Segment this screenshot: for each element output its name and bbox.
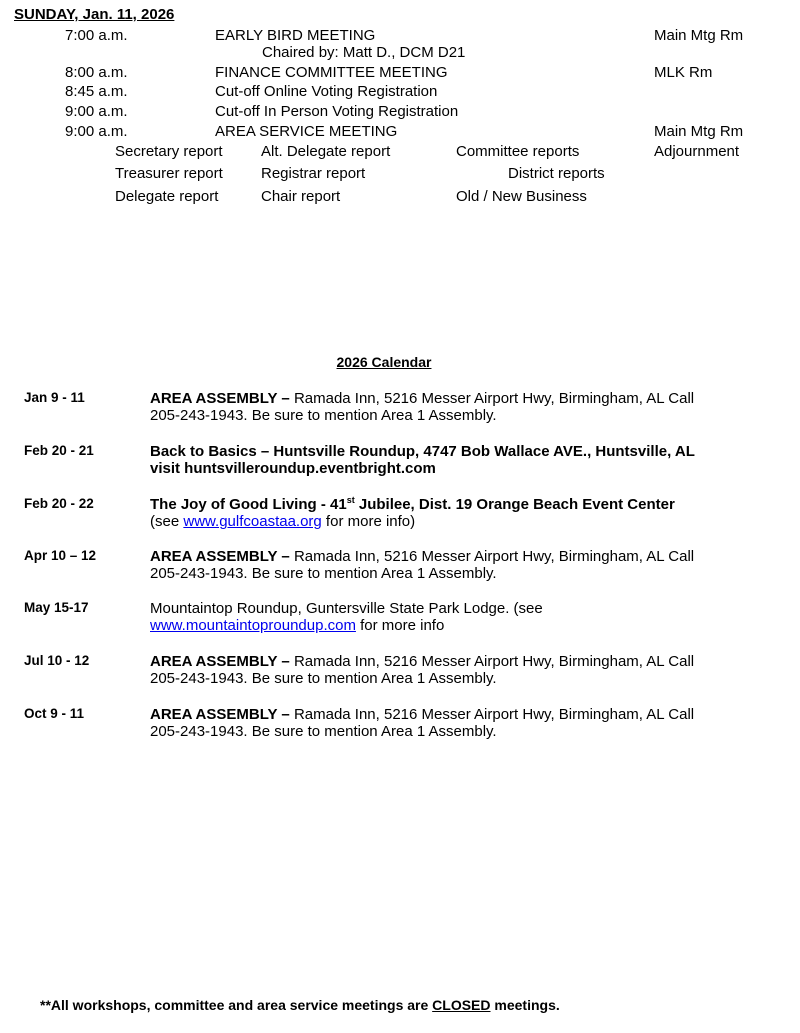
calendar-entry-text-post: for more info xyxy=(355,617,445,634)
calendar-entry-date: Oct 9 - 11 xyxy=(24,706,85,721)
report-item: Committee reports xyxy=(456,143,580,160)
report-item: Registrar report xyxy=(261,165,366,182)
report-row xyxy=(0,143,800,165)
calendar-entry-description xyxy=(150,706,710,740)
schedule-room: MLK Rm xyxy=(654,64,713,81)
report-item: Chair report xyxy=(261,188,341,205)
report-item: Treasurer report xyxy=(115,165,223,182)
calendar-entry-text: Ramada Inn, 5216 Messer Airport Hwy, Birmingham, AL Call 205-243-1943. Be sure to mention Area 1 Assembly. xyxy=(150,653,695,687)
calendar-entry-text: Ramada Inn, 5216 Messer Airport Hwy, Birmingham, AL Call 205-243-1943. Be sure to mention Area 1 Assembly. xyxy=(150,548,695,582)
footer-note-post: meetings. xyxy=(490,997,560,1013)
schedule-event: FINANCE COMMITTEE MEETING xyxy=(215,64,448,81)
report-row xyxy=(0,188,800,210)
schedule-event: AREA SERVICE MEETING xyxy=(215,123,398,140)
calendar-entry-description xyxy=(150,548,710,582)
report-item: Secretary report xyxy=(115,143,223,160)
calendar-entry-text: Back to Basics – Huntsville Roundup, 4747 Bob Wallace AVE., Huntsville, AL visit huntsvilleroundup.eventbright.com xyxy=(150,443,695,477)
report-item: Delegate report xyxy=(115,188,219,205)
footer-note-emphasis: CLOSED xyxy=(432,997,491,1013)
calendar-entry-lead: AREA ASSEMBLY – xyxy=(150,548,294,565)
schedule-time: 7:00 a.m. xyxy=(65,27,128,44)
calendar-entry-date: Feb 20 - 21 xyxy=(24,443,94,458)
report-item: Adjournment xyxy=(654,143,740,160)
calendar-entry-text: Ramada Inn, 5216 Messer Airport Hwy, Birmingham, AL Call 205-243-1943. Be sure to mention Area 1 Assembly. xyxy=(150,390,695,424)
calendar-entry-text: Ramada Inn, 5216 Messer Airport Hwy, Birmingham, AL Call 205-243-1943. Be sure to mention Area 1 Assembly. xyxy=(150,706,695,740)
schedule-row xyxy=(0,103,800,123)
schedule-time: 8:00 a.m. xyxy=(65,64,128,81)
calendar-entry-description xyxy=(150,390,710,424)
calendar-heading-label: 2026 Calendar xyxy=(336,354,432,370)
schedule-event: EARLY BIRD MEETING xyxy=(215,27,376,44)
calendar-entry-lead: AREA ASSEMBLY – xyxy=(150,706,294,723)
calendar-entry-description xyxy=(150,653,710,687)
calendar-entry-date: Jan 9 - 11 xyxy=(24,390,85,405)
schedule-room: Main Mtg Rm xyxy=(654,27,744,44)
calendar-entry-description xyxy=(150,496,710,530)
calendar-entry-text-pre: Mountaintop Roundup, Guntersville State Park Lodge. (see xyxy=(150,600,543,617)
schedule-time: 9:00 a.m. xyxy=(65,123,128,140)
schedule-time: 9:00 a.m. xyxy=(65,103,128,120)
ordinal-suffix: st xyxy=(346,495,355,505)
schedule-chaired-by-line: Chaired by: Matt D., DCM D21 xyxy=(262,44,466,61)
calendar-entry-date: May 15-17 xyxy=(24,600,89,615)
calendar-entry-date: Feb 20 - 22 xyxy=(24,496,94,511)
schedule-time: 8:45 a.m. xyxy=(65,83,128,100)
report-item: Old / New Business xyxy=(456,188,587,205)
calendar-entry-title: The Joy of Good Living - 41st Jubilee, Dist. 19 Orange Beach Event Center xyxy=(150,495,675,513)
schedule-row xyxy=(0,83,800,103)
schedule-row xyxy=(0,64,800,84)
schedule-date-heading: SUNDAY, Jan. 11, 2026 xyxy=(14,6,175,23)
report-item: Alt. Delegate report xyxy=(261,143,391,160)
report-item: District reports xyxy=(508,165,605,182)
report-row xyxy=(0,165,800,187)
calendar-entry-link[interactable]: www.gulfcoastaa.org xyxy=(183,513,322,530)
footer-note xyxy=(40,997,560,1013)
calendar-heading xyxy=(0,354,768,370)
schedule-row xyxy=(0,123,800,143)
schedule-event: Cut-off Online Voting Registration xyxy=(215,83,438,100)
footer-note-pre: **All workshops, committee and area service meetings are xyxy=(40,997,433,1013)
calendar-entry-link[interactable]: www.mountaintoproundup.com xyxy=(150,617,356,634)
schedule-event: Cut-off In Person Voting Registration xyxy=(215,103,459,120)
calendar-entry-note-post: for more info) xyxy=(321,513,416,530)
calendar-entry-date: Apr 10 – 12 xyxy=(24,548,97,563)
calendar-entry-description xyxy=(150,600,710,634)
calendar-entry-date: Jul 10 - 12 xyxy=(24,653,90,668)
calendar-entry-description xyxy=(150,443,710,477)
calendar-entry-lead: AREA ASSEMBLY – xyxy=(150,653,294,670)
calendar-entry-lead: AREA ASSEMBLY – xyxy=(150,390,294,407)
calendar-entry-note-pre: (see xyxy=(150,513,184,530)
schedule-room: Main Mtg Rm xyxy=(654,123,744,140)
